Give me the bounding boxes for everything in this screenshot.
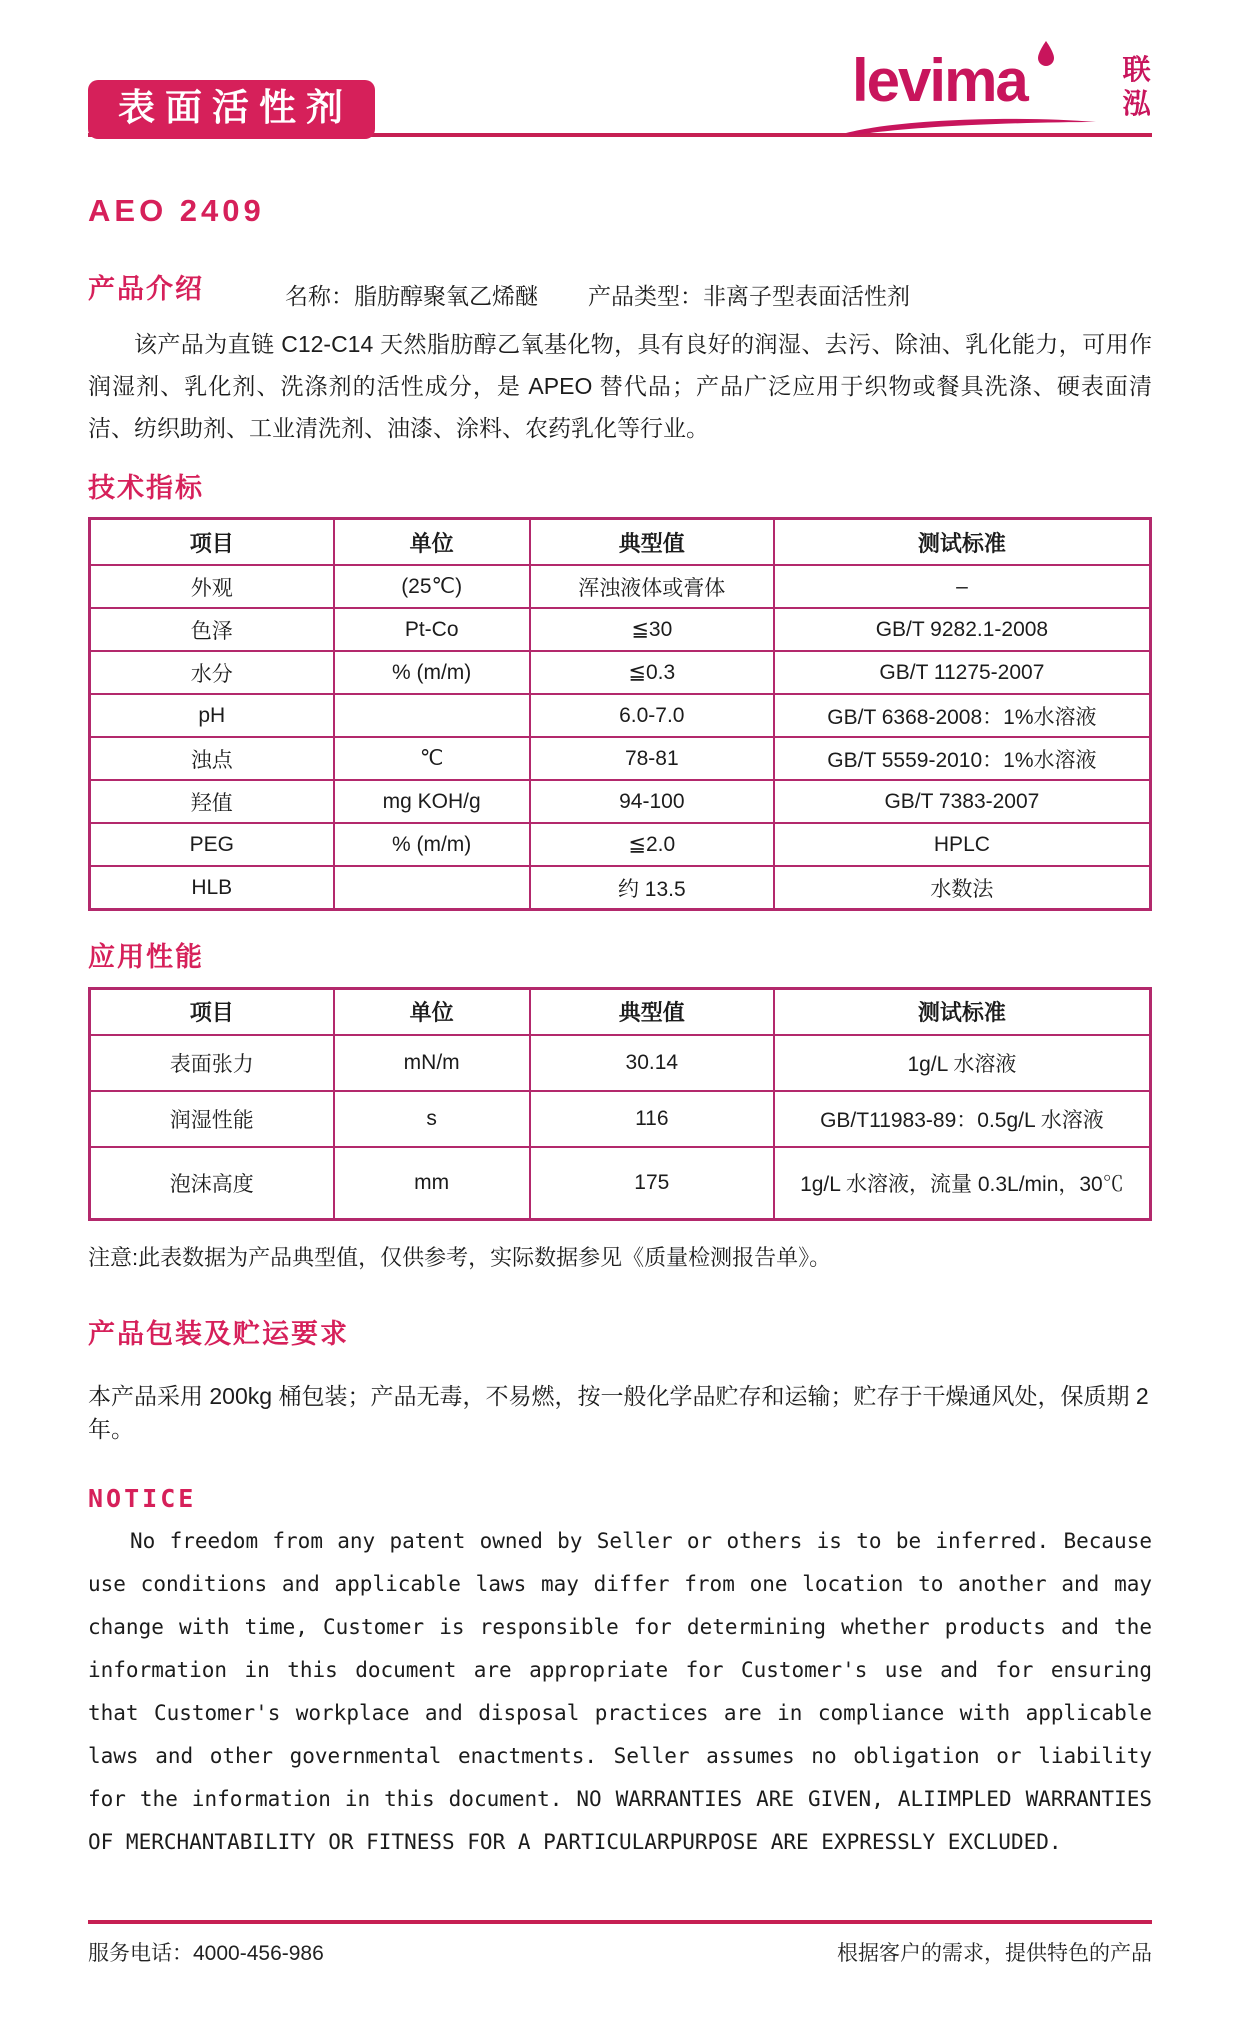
table-cell: HLB	[90, 866, 334, 910]
table-row	[90, 1091, 1151, 1147]
table-cell: 色泽	[90, 608, 334, 651]
droplet-icon	[1035, 41, 1057, 72]
table-row	[90, 651, 1151, 694]
column-header: 测试标准	[774, 988, 1151, 1035]
table-row	[90, 780, 1151, 823]
table-cell: % (m/m)	[334, 651, 530, 694]
product-name-label: 名称：脂肪醇聚氧乙烯醚	[285, 283, 538, 309]
table-row	[90, 866, 1151, 910]
logo-chinese: 联泓	[1122, 54, 1151, 119]
table-cell: GB/T 11275-2007	[774, 651, 1151, 694]
table-cell: 外观	[90, 565, 334, 608]
table-cell: 78-81	[530, 737, 774, 780]
notice-heading: NOTICE	[88, 1484, 197, 1514]
performance-table-header-row	[90, 988, 1151, 1035]
levima-logo	[852, 47, 1152, 137]
intro-row	[88, 273, 1152, 309]
intro-paragraph: 该产品为直链 C12-C14 天然脂肪醇乙氧基化物，具有良好的润湿、去污、除油、乳化能力，可用作润湿剂、乳化剂、洗涤剂的活性成分，是 APEO 替代品；产品广泛应用于织物或餐具洗涤、硬表面清洁、纺织助剂、工业清洗剂、油漆、涂料、农药乳化等行业。	[88, 331, 1152, 441]
table-cell: –	[774, 565, 1151, 608]
performance-heading: 应用性能	[88, 942, 204, 973]
table-row	[90, 608, 1151, 651]
table-cell: mm	[334, 1147, 530, 1220]
table-row	[90, 823, 1151, 866]
intro-heading: 产品介绍	[88, 274, 204, 304]
column-header: 单位	[334, 519, 530, 566]
column-header: 单位	[334, 988, 530, 1035]
table-cell: (25℃)	[334, 565, 530, 608]
table-cell: ℃	[334, 737, 530, 780]
table-cell: GB/T 5559-2010：1%水溶液	[774, 737, 1151, 780]
product-title: AEO 2409	[88, 193, 265, 228]
packaging-heading: 产品包装及贮运要求	[88, 1318, 349, 1349]
table-cell: 泡沫高度	[90, 1147, 334, 1220]
table-cell: ≦0.3	[530, 651, 774, 694]
table-cell: 116	[530, 1091, 774, 1147]
table-cell: ≦2.0	[530, 823, 774, 866]
table-cell: HPLC	[774, 823, 1151, 866]
category-badge: 表面活性剂	[88, 80, 375, 139]
table-cell	[334, 866, 530, 910]
spec-heading: 技术指标	[88, 473, 204, 503]
table-cell: ≦30	[530, 608, 774, 651]
product-type-label: 产品类型：非离子型表面活性剂	[588, 283, 910, 309]
column-header: 项目	[90, 988, 334, 1035]
table-cell: GB/T 7383-2007	[774, 780, 1151, 823]
packaging-paragraph: 本产品采用 200kg 桶包装；产品无毒，不易燃，按一般化学品贮存和运输；贮存于干燥通风处，保质期 2 年。	[88, 1383, 1149, 1443]
table-cell: 浊点	[90, 737, 334, 780]
page	[88, 0, 1152, 1864]
logo-swoosh	[846, 116, 1096, 141]
table-cell: 约 13.5	[530, 866, 774, 910]
spec-table-header-row	[90, 519, 1151, 566]
footer-slogan: 根据客户的需求，提供特色的产品	[837, 1942, 1152, 1965]
table-cell	[334, 694, 530, 737]
spec-table	[88, 517, 1152, 911]
column-header: 典型值	[530, 519, 774, 566]
table-cell: GB/T 9282.1-2008	[774, 608, 1151, 651]
table-row	[90, 1035, 1151, 1091]
footer	[88, 1920, 1152, 1967]
table-row	[90, 694, 1151, 737]
table-row	[90, 737, 1151, 780]
table-note: 注意:此表数据为产品典型值，仅供参考，实际数据参见《质量检测报告单》。	[88, 1244, 832, 1270]
table-cell: 水数法	[774, 866, 1151, 910]
service-phone: 服务电话：4000-456-986	[88, 1942, 324, 1965]
table-cell: 浑浊液体或膏体	[530, 565, 774, 608]
header	[88, 47, 1152, 137]
performance-table	[88, 987, 1152, 1221]
table-cell: 1g/L 水溶液，流量 0.3L/min，30℃	[774, 1147, 1151, 1220]
table-cell: 润湿性能	[90, 1091, 334, 1147]
table-cell: 羟值	[90, 780, 334, 823]
table-cell: GB/T 6368-2008：1%水溶液	[774, 694, 1151, 737]
table-cell: 1g/L 水溶液	[774, 1035, 1151, 1091]
table-cell: mg KOH/g	[334, 780, 530, 823]
table-cell: mN/m	[334, 1035, 530, 1091]
table-cell: 水分	[90, 651, 334, 694]
column-header: 典型值	[530, 988, 774, 1035]
table-cell: 表面张力	[90, 1035, 334, 1091]
table-cell: 94-100	[530, 780, 774, 823]
table-cell: % (m/m)	[334, 823, 530, 866]
table-cell: GB/T11983-89：0.5g/L 水溶液	[774, 1091, 1151, 1147]
column-header: 测试标准	[774, 519, 1151, 566]
column-header: 项目	[90, 519, 334, 566]
logo-wordmark: levima	[852, 47, 1027, 114]
table-cell: 6.0-7.0	[530, 694, 774, 737]
table-cell: Pt-Co	[334, 608, 530, 651]
table-cell: 175	[530, 1147, 774, 1220]
table-row	[90, 565, 1151, 608]
table-cell: pH	[90, 694, 334, 737]
table-cell: 30.14	[530, 1035, 774, 1091]
notice-paragraph: No freedom from any patent owned by Seller or others is to be inferred. Because use conditions and applicable laws may differ from one location to another and may change with time, Customer is responsible for determining whether products and the information in this document are appropriate for Customer's use and for ensuring that Customer's workplace and disposal practices are in compliance with applicable laws and other governmental enactments. Seller assumes no obligation or liability for the information in this document. NO WARRANTIES ARE GIVEN, ALIIMPLED WARRANTIES OF MERCHANTABILITY OR FITNESS FOR A PARTICULARPURPOSE ARE EXPRESSLY EXCLUDED.	[88, 1529, 1152, 1855]
table-cell: s	[334, 1091, 530, 1147]
table-row	[90, 1147, 1151, 1220]
table-cell: PEG	[90, 823, 334, 866]
